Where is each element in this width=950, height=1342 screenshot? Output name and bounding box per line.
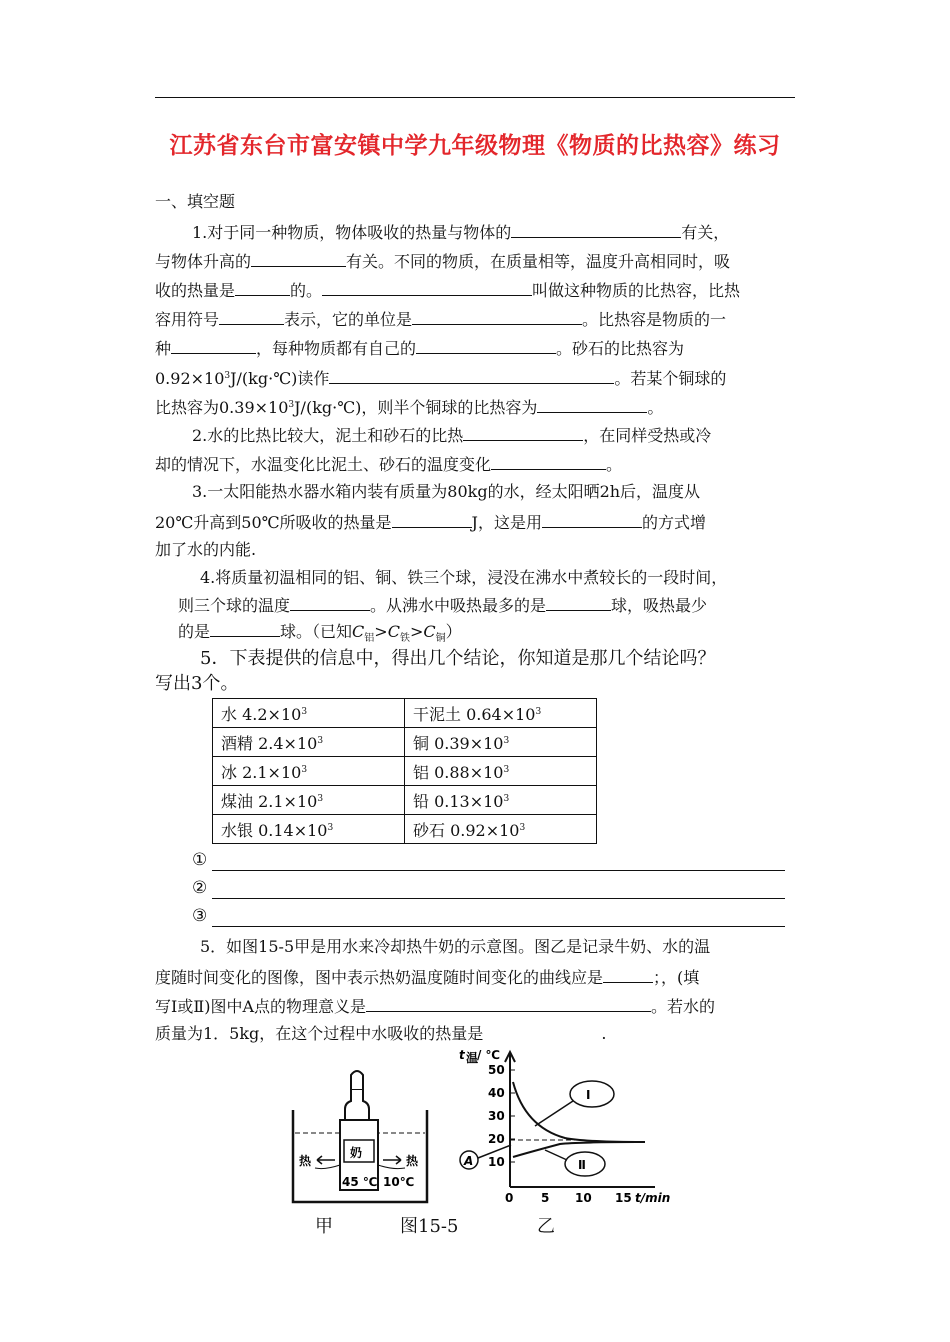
- text: 。若水的: [651, 997, 716, 1016]
- text: 与物体升高的: [155, 252, 252, 271]
- text: 比热容为0.39×10: [155, 398, 289, 417]
- q4-line1: 4.将质量初温相同的铝、铜、铁三个球，浸没在沸水中煮较长的一段时间，: [200, 568, 728, 587]
- answer-blank[interactable]: [210, 620, 280, 637]
- subscript: 铝: [364, 633, 375, 645]
- text: 。若某个铜球的: [614, 369, 727, 388]
- text: 1.对于同一种物质，物体吸收的热量与物体的: [192, 223, 512, 242]
- text: 有关。不同的物质，在质量相等，温度升高相同时，吸: [346, 252, 731, 271]
- y-axis-label: t: [459, 1048, 465, 1062]
- curve-I-label: Ⅰ: [586, 1088, 591, 1102]
- text: ，每种物质都有自己的: [256, 339, 417, 358]
- text: 度随时间变化的图像，图中表示热奶温度随时间变化的曲线应是: [155, 968, 604, 987]
- section-heading: 一、填空题: [155, 192, 236, 211]
- text: 的方式增: [641, 513, 706, 532]
- table-row: [213, 699, 597, 728]
- subscript: 铁: [399, 633, 410, 645]
- table-cell: 冰 $2.1\times 10^3$: [213, 757, 405, 786]
- table-row: [213, 757, 597, 786]
- answer-blank[interactable]: [290, 594, 370, 611]
- answer-blank[interactable]: [219, 308, 284, 325]
- q6-line4: [155, 1024, 805, 1044]
- text: 叫做这种物质的比热容，比热: [532, 281, 741, 300]
- answer-blank[interactable]: [416, 337, 556, 354]
- text: >: [409, 622, 424, 641]
- table-cell: 铅 $0.13\times 10^3$: [405, 786, 597, 815]
- text: 。从沸水中吸热最多的是: [370, 596, 547, 615]
- specific-heat-table: [212, 698, 597, 844]
- milk-label: 奶: [350, 1146, 363, 1160]
- q6-line1: 5．如图15-5甲是用水来冷却热牛奶的示意图。图乙是记录牛奶、水的温: [200, 937, 711, 956]
- answer-marker-2: ②: [192, 878, 208, 898]
- text: 的是: [178, 622, 211, 641]
- x-tick: 5: [541, 1191, 550, 1205]
- table-cell: 砂石 $0.92\times 10^3$: [405, 815, 597, 844]
- caption-figure: 图15-5: [400, 1216, 459, 1237]
- y-tick: 50: [488, 1063, 505, 1077]
- text: .: [601, 1024, 607, 1043]
- text: 质量为1．5kg，在这个过程中水吸收的热量是: [155, 1024, 484, 1043]
- symbol-c: C: [352, 622, 365, 641]
- q6-line2: [155, 966, 805, 988]
- answer-blank[interactable]: [412, 308, 582, 325]
- y-tick: 10: [488, 1155, 505, 1169]
- answer-line-2[interactable]: [212, 898, 785, 899]
- table-row: [213, 728, 597, 757]
- point-a-label: A: [464, 1154, 474, 1168]
- answer-blank[interactable]: [322, 279, 532, 296]
- q1-line4: [155, 308, 805, 330]
- caption-yi: 乙: [537, 1216, 555, 1237]
- text: ，在同样受热或冷: [583, 426, 712, 445]
- answer-blank[interactable]: [542, 511, 642, 528]
- text: 写Ⅰ或Ⅱ)图中A点的物理意义是: [155, 997, 366, 1016]
- answer-blank[interactable]: [537, 396, 647, 413]
- answer-line-1[interactable]: [212, 870, 785, 871]
- text: 容用符号: [155, 310, 220, 329]
- answer-blank[interactable]: [251, 250, 346, 267]
- text: J/(kg·℃)读作: [230, 369, 330, 388]
- text: 球。（已知: [280, 622, 353, 641]
- q1-line1: [192, 221, 842, 243]
- answer-blank[interactable]: [392, 511, 472, 528]
- answer-marker-1: ①: [192, 850, 208, 870]
- x-tick: 10: [575, 1191, 592, 1205]
- y-tick: 20: [488, 1132, 505, 1146]
- y-axis-subscript: 温: [466, 1051, 479, 1065]
- text: 球，吸热最少: [611, 596, 708, 615]
- milk-temp-label: 45 ℃: [342, 1175, 378, 1189]
- heat-label-left: 热: [299, 1154, 312, 1168]
- q1-line5: [155, 337, 805, 359]
- answer-blank[interactable]: [546, 594, 611, 611]
- text: 种: [155, 339, 172, 358]
- table-cell: 煤油 $2.1\times 10^3$: [213, 786, 405, 815]
- water-temp-label: 10℃: [383, 1175, 415, 1189]
- symbol-c: C: [387, 622, 400, 641]
- text: 。: [606, 455, 623, 474]
- q1-line2: [155, 250, 805, 272]
- answer-blank[interactable]: [329, 367, 614, 384]
- text: J/(kg·℃)，则半个铜球的比热容为: [294, 398, 538, 417]
- answer-blank[interactable]: [366, 995, 651, 1012]
- q6-line3: [155, 995, 805, 1017]
- x-tick: 0: [505, 1191, 514, 1205]
- milk-cooling-diagram: [285, 1065, 435, 1210]
- text: 0.92×10: [155, 369, 225, 388]
- q1-line6: [155, 366, 805, 389]
- table-cell: 铝 $0.88\times 10^3$: [405, 757, 597, 786]
- x-tick: 15: [615, 1191, 632, 1205]
- x-axis-unit: t/min: [635, 1191, 671, 1205]
- answer-marker-3: ③: [192, 906, 208, 926]
- text: 。砂石的比热容为: [556, 339, 685, 358]
- text: 2.水的比热比较大，泥土和砂石的比热: [192, 426, 464, 445]
- table-row: [213, 815, 597, 844]
- text: 却的情况下，水温变化比泥土、砂石的温度变化: [155, 455, 492, 474]
- q3-line1: 3.一太阳能热水器水箱内装有质量为80kg的水，经太阳晒2h后，温度从: [192, 482, 701, 501]
- text: 有关，: [681, 223, 730, 242]
- arrow-right-icon: [383, 1156, 401, 1164]
- text: 表示，它的单位是: [284, 310, 413, 329]
- q1-line3: [155, 279, 805, 301]
- q2-line2: [155, 453, 805, 475]
- y-tick: 30: [488, 1109, 505, 1123]
- table-cell: 铜 $0.39\times 10^3$: [405, 728, 597, 757]
- y-axis-unit: / ℃: [477, 1048, 501, 1062]
- text: >: [374, 622, 388, 641]
- answer-blank[interactable]: [171, 337, 256, 354]
- text: 。比热容是物质的一: [582, 310, 727, 329]
- page-title: 江苏省东台市富安镇中学九年级物理《物质的比热容》练习: [169, 133, 781, 159]
- temperature-time-graph: [455, 1042, 680, 1207]
- answer-blank[interactable]: [463, 424, 583, 441]
- text: 收的热量是: [155, 281, 236, 300]
- text: 则三个球的温度: [178, 596, 291, 615]
- exponent: 3: [288, 400, 295, 410]
- table-cell: 水 $4.2\times 10^3$: [213, 699, 405, 728]
- header-rule: [155, 97, 795, 98]
- curve-II-label: Ⅱ: [578, 1158, 586, 1172]
- text: ；，(填: [653, 968, 700, 987]
- table-cell: 酒精 $2.4\times 10^3$: [213, 728, 405, 757]
- table-cell: 干泥土 $0.64\times 10^3$: [405, 699, 597, 728]
- q3-line2: [155, 511, 805, 533]
- q2-line1: [192, 424, 842, 446]
- y-tick: 40: [488, 1086, 505, 1100]
- answer-blank[interactable]: [603, 966, 653, 983]
- q4-line3: [178, 620, 828, 649]
- subscript: 铜: [435, 633, 446, 645]
- answer-line-3[interactable]: [212, 926, 785, 927]
- q1-line7: [155, 395, 805, 418]
- text: J，这是用: [471, 513, 542, 532]
- text: 。: [647, 398, 664, 417]
- answer-blank[interactable]: [491, 453, 606, 470]
- heat-label-right: 热: [406, 1154, 419, 1168]
- answer-blank[interactable]: [235, 279, 290, 296]
- text: 20℃升高到50℃所吸收的热量是: [155, 513, 392, 532]
- answer-blank[interactable]: [511, 221, 681, 238]
- table-row: [213, 786, 597, 815]
- q3-line3: 加了水的内能.: [155, 540, 257, 559]
- symbol-c: C: [423, 622, 436, 641]
- q5-line1: 5．下表提供的信息中，得出几个结论，你知道是那几个结论吗？: [200, 648, 716, 669]
- q5-line2: 写出3个。: [155, 673, 239, 694]
- text: ）: [445, 622, 462, 641]
- text: 的。: [290, 281, 323, 300]
- exponent: 3: [224, 371, 231, 381]
- arrow-left-icon: [317, 1156, 335, 1164]
- q4-line2: [178, 594, 828, 616]
- caption-jia: 甲: [315, 1216, 333, 1237]
- table-cell: 水银 $0.14\times 10^3$: [213, 815, 405, 844]
